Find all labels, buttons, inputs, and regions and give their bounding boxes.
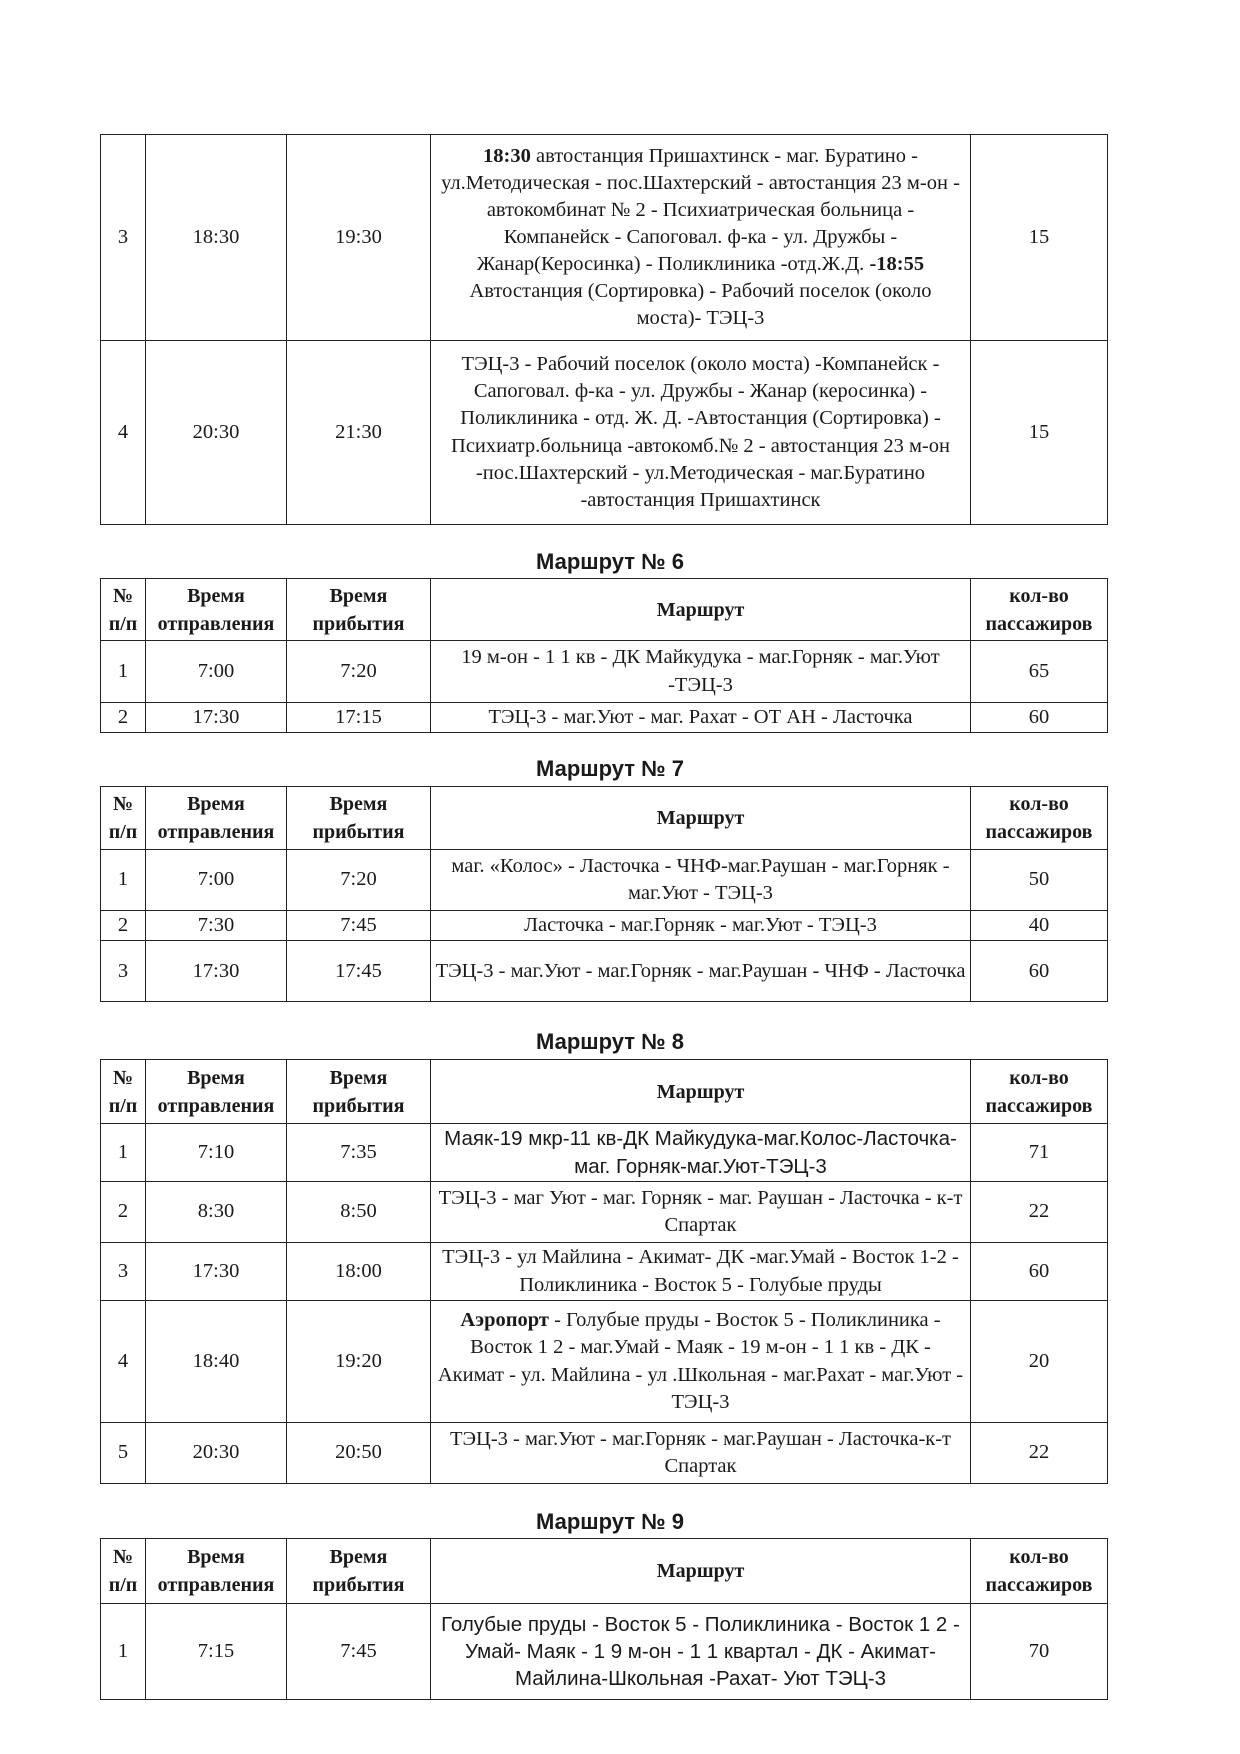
header-row <box>101 1060 1108 1124</box>
row-number: 4 <box>101 1301 146 1423</box>
row-number: 2 <box>101 1182 146 1243</box>
departure-time: 7:15 <box>146 1604 287 1700</box>
table-row <box>101 850 1108 911</box>
passenger-count: 22 <box>971 1423 1108 1484</box>
table-row <box>101 1124 1108 1182</box>
route-9-title: Маршрут № 9 <box>535 1509 685 1534</box>
header-row <box>101 579 1108 641</box>
header-route: Маршрут <box>431 579 971 641</box>
route-6-title: Маршрут № 6 <box>535 549 685 574</box>
arrival-time: 21:30 <box>287 341 431 525</box>
route-description: ТЭЦ-3 - маг.Уют - маг.Горняк - маг.Раушан - Ласточка-к-т Спартак <box>431 1423 971 1484</box>
header-route: Маршрут <box>431 1060 971 1124</box>
departure-time: 20:30 <box>146 1423 287 1484</box>
departure-time: 17:30 <box>146 703 287 733</box>
passenger-count: 70 <box>971 1604 1108 1700</box>
table-row <box>101 1423 1108 1484</box>
arrival-time: 19:20 <box>287 1301 431 1423</box>
passenger-count: 22 <box>971 1182 1108 1243</box>
row-number: 4 <box>101 341 146 525</box>
route-9-table <box>100 1538 1108 1700</box>
row-number: 2 <box>101 911 146 941</box>
row-number: 1 <box>101 1124 146 1182</box>
passenger-count: 15 <box>971 341 1108 525</box>
arrival-time: 7:20 <box>287 641 431 703</box>
arrival-time: 17:45 <box>287 941 431 1002</box>
route-7-table <box>100 786 1108 1002</box>
header-num: № п/п <box>101 579 146 641</box>
route-description: ТЭЦ-3 - маг Уют - маг. Горняк - маг. Раушан - Ласточка - к-т Спартак <box>431 1182 971 1243</box>
route-description <box>431 1301 971 1423</box>
route-8-table <box>100 1059 1108 1484</box>
header-passengers: кол-во пассажиров <box>971 1539 1108 1604</box>
header-arrival: Время прибытия <box>287 1539 431 1604</box>
row-number: 5 <box>101 1423 146 1484</box>
header-departure: Время отправления <box>146 579 287 641</box>
passenger-count: 60 <box>971 941 1108 1002</box>
arrival-time: 7:45 <box>287 911 431 941</box>
route-description <box>431 135 971 341</box>
header-num: № п/п <box>101 787 146 850</box>
route-text: Автостанция (Сортировка) - Рабочий поселок (около моста)- ТЭЦ-3 <box>469 280 932 330</box>
table-row <box>101 703 1108 733</box>
route-description: 19 м-он - 1 1 кв - ДК Майкудука - маг.Горняк - маг.Уют -ТЭЦ-3 <box>431 641 971 703</box>
departure-time: 18:40 <box>146 1301 287 1423</box>
header-passengers: кол-во пассажиров <box>971 1060 1108 1124</box>
departure-time: 17:30 <box>146 941 287 1002</box>
header-arrival: Время прибытия <box>287 787 431 850</box>
departure-time: 7:00 <box>146 850 287 911</box>
route-time-bold: 18:30 <box>483 144 531 167</box>
header-num: № п/п <box>101 1060 146 1124</box>
departure-time: 8:30 <box>146 1182 287 1243</box>
table-row <box>101 1182 1108 1243</box>
arrival-time: 19:30 <box>287 135 431 341</box>
arrival-time: 8:50 <box>287 1182 431 1243</box>
passenger-count: 50 <box>971 850 1108 911</box>
route-description: ТЭЦ-3 - маг.Уют - маг.Горняк - маг.Раушан - ЧНФ - Ласточка <box>431 941 971 1002</box>
row-number: 1 <box>101 850 146 911</box>
passenger-count: 60 <box>971 1243 1108 1301</box>
departure-time: 20:30 <box>146 341 287 525</box>
header-arrival: Время прибытия <box>287 579 431 641</box>
row-number: 1 <box>101 641 146 703</box>
header-arrival: Время прибытия <box>287 1060 431 1124</box>
route-time-bold: -18:55 <box>869 253 925 276</box>
route-8-title: Маршрут № 8 <box>535 1029 685 1054</box>
route-description: ТЭЦ-3 - маг.Уют - маг. Рахат - ОТ АН - Ласточка <box>431 703 971 733</box>
table-row <box>101 135 1108 341</box>
header-row <box>101 787 1108 850</box>
row-number: 3 <box>101 1243 146 1301</box>
departure-time: 7:10 <box>146 1124 287 1182</box>
table-row <box>101 1604 1108 1700</box>
departure-time: 7:30 <box>146 911 287 941</box>
route-description: Голубые пруды - Восток 5 - Поликлиника - Восток 1 2 - Умай- Маяк - 1 9 м-он - 1 1 квартал - ДК - Акимат-Майлина-Школьная -Рахат- Уют ТЭЦ-3 <box>431 1604 971 1700</box>
route-text: автостанция Пришахтинск - маг. Буратино - ул.Методическая - пос.Шахтерский - автостанция 23 м-он - автокомбинат № 2 - Психиатрическая больница - Компанейск - Сапоговал. ф-ка - ул. Дружбы - Жанар(Керосинка) - Поликлиника -отд.Ж.Д. <box>441 144 960 276</box>
route-description: маг. «Колос» - Ласточка - ЧНФ-маг.Раушан - маг.Горняк - маг.Уют - ТЭЦ-3 <box>431 850 971 911</box>
route-origin-bold: Аэропорт <box>460 1309 549 1332</box>
header-departure: Время отправления <box>146 1539 287 1604</box>
schedule-table-continued <box>100 134 1108 525</box>
table-row <box>101 1301 1108 1423</box>
header-passengers: кол-во пассажиров <box>971 787 1108 850</box>
route-7-title: Маршрут № 7 <box>535 756 685 781</box>
table-row <box>101 641 1108 703</box>
arrival-time: 18:00 <box>287 1243 431 1301</box>
arrival-time: 20:50 <box>287 1423 431 1484</box>
header-route: Маршрут <box>431 1539 971 1604</box>
header-departure: Время отправления <box>146 787 287 850</box>
row-number: 3 <box>101 135 146 341</box>
header-passengers: кол-во пассажиров <box>971 579 1108 641</box>
header-route: Маршрут <box>431 787 971 850</box>
table-row <box>101 941 1108 1002</box>
table-row <box>101 1243 1108 1301</box>
route-6-table <box>100 578 1108 733</box>
departure-time: 17:30 <box>146 1243 287 1301</box>
passenger-count: 65 <box>971 641 1108 703</box>
passenger-count: 71 <box>971 1124 1108 1182</box>
departure-time: 18:30 <box>146 135 287 341</box>
arrival-time: 17:15 <box>287 703 431 733</box>
arrival-time: 7:20 <box>287 850 431 911</box>
arrival-time: 7:45 <box>287 1604 431 1700</box>
passenger-count: 15 <box>971 135 1108 341</box>
route-description: Маяк-19 мкр-11 кв-ДК Майкудука-маг.Колос-Ласточка-маг. Горняк-маг.Уют-ТЭЦ-3 <box>431 1124 971 1182</box>
passenger-count: 60 <box>971 703 1108 733</box>
row-number: 1 <box>101 1604 146 1700</box>
route-description: Ласточка - маг.Горняк - маг.Уют - ТЭЦ-3 <box>431 911 971 941</box>
row-number: 3 <box>101 941 146 1002</box>
departure-time: 7:00 <box>146 641 287 703</box>
passenger-count: 40 <box>971 911 1108 941</box>
header-num: № п/п <box>101 1539 146 1604</box>
route-text: - Голубые пруды - Восток 5 - Поликлиника - Восток 1 2 - маг.Умай - Маяк - 19 м-он - 1 1 кв - ДК - Акимат - ул. Майлина - ул .Школьная - маг.Рахат - маг.Уют - ТЭЦ-3 <box>437 1309 964 1413</box>
header-row <box>101 1539 1108 1604</box>
arrival-time: 7:35 <box>287 1124 431 1182</box>
table-row <box>101 911 1108 941</box>
route-description: ТЭЦ-3 - ул Майлина - Акимат- ДК -маг.Умай - Восток 1-2 - Поликлиника - Восток 5 - Голубые пруды <box>431 1243 971 1301</box>
row-number: 2 <box>101 703 146 733</box>
header-departure: Время отправления <box>146 1060 287 1124</box>
passenger-count: 20 <box>971 1301 1108 1423</box>
table-row <box>101 341 1108 525</box>
route-description: ТЭЦ-3 - Рабочий поселок (около моста) -Компанейск - Сапоговал. ф-ка - ул. Дружбы - Жанар (керосинка) - Поликлиника - отд. Ж. Д. -Автостанция (Сортировка) - Психиатр.больница -автокомб.№ 2 - автостанция 23 м-он -пос.Шахтерский - ул.Методическая - маг.Буратино -автостанция Пришахтинск <box>431 341 971 525</box>
